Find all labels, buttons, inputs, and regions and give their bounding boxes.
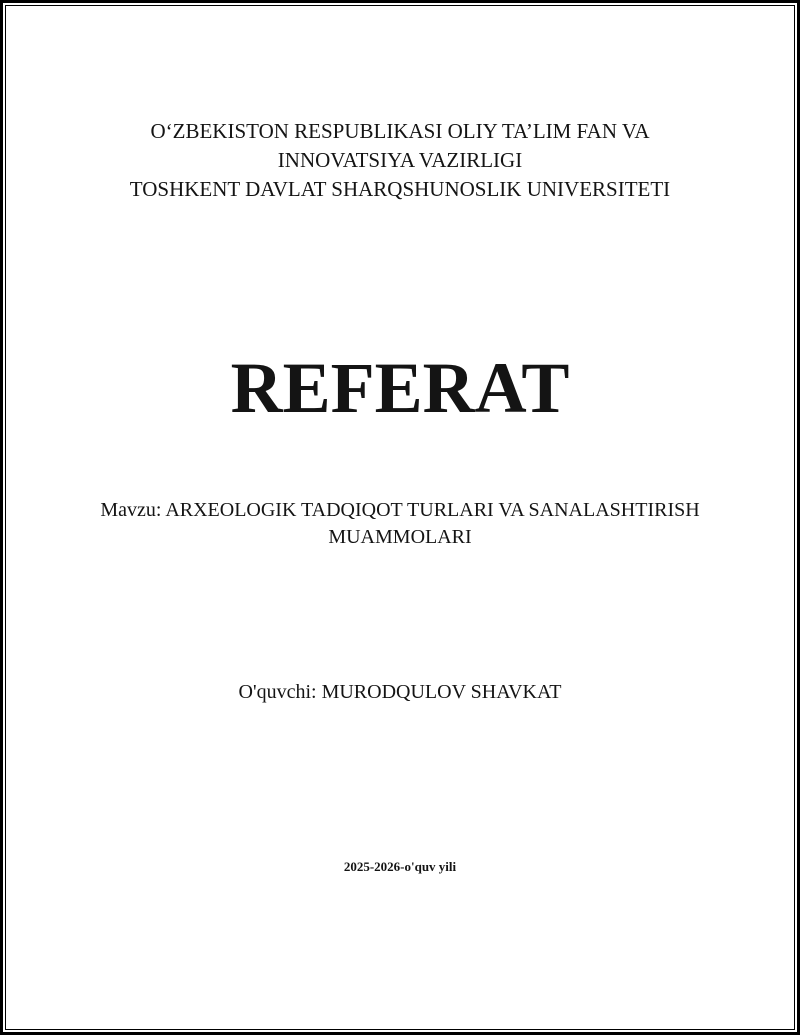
topic-line-2: MUAMMOLARI [328,526,472,548]
topic-section [3,497,797,551]
ministry-header [3,117,797,204]
ministry-line-2: INNOVATSIYA VAZIRLIGI [277,148,523,172]
academic-year: 2025-2026-o'quv yili [343,859,457,874]
topic-line-1: Mavzu: ARXEOLOGIK TADQIQOT TURLARI VA SANALASHTIRISH [100,499,700,521]
student-line: O'quvchi: MURODQULOV SHAVKAT [238,681,562,703]
document-title: REFERAT [230,348,570,428]
ministry-line-1: O‘ZBEKISTON RESPUBLIKASI OLIY TA’LIM FAN VA [150,119,650,143]
university-name: TOSHKENT DAVLAT SHARQSHUNOSLIK UNIVERSITETI [129,177,671,201]
